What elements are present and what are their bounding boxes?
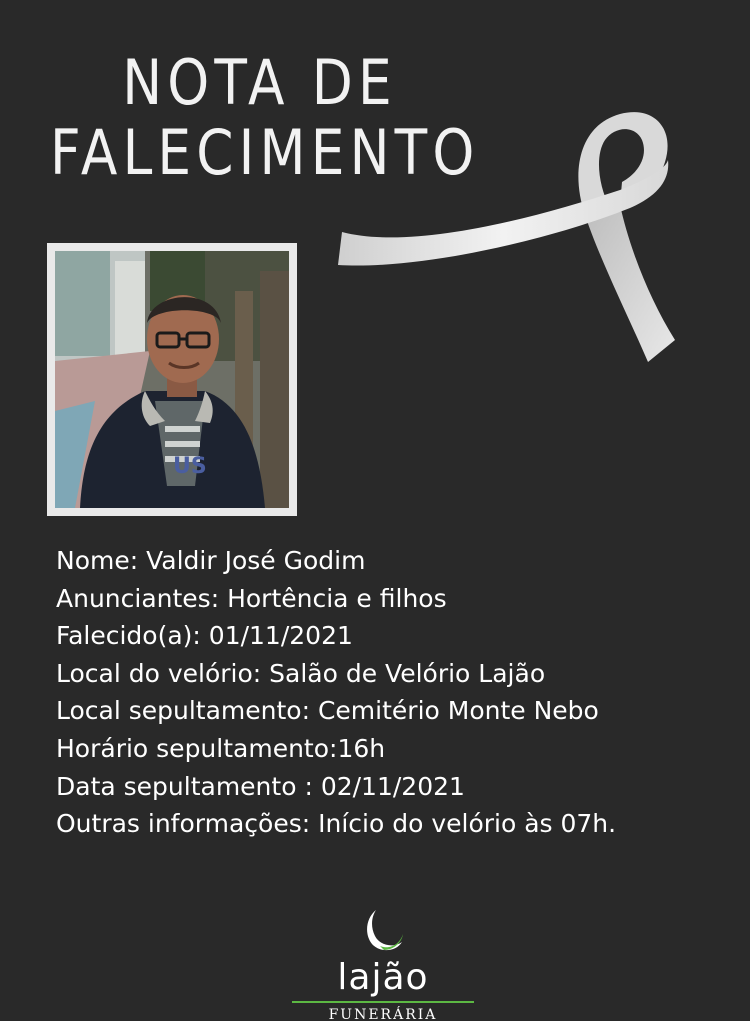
detail-announcers: Anunciantes: Hortência e filhos — [56, 583, 447, 613]
title-line-1: NOTA DE — [122, 46, 397, 119]
detail-burial-time: Horário sepultamento:16h — [56, 733, 386, 763]
mourning-ribbon-icon — [330, 100, 690, 390]
title-line-2: FALECIMENTO — [50, 116, 480, 189]
detail-burial-location: Local sepultamento: Cemitério Monte Nebo — [56, 696, 599, 726]
detail-death-date: Falecido(a): 01/11/2021 — [56, 621, 353, 651]
detail-wake-location: Local do velório: Salão de Velório Lajão — [56, 658, 546, 688]
logo-name: lajão — [337, 957, 429, 998]
deceased-portrait-photo — [55, 251, 289, 508]
crescent-swirl-logo-icon — [360, 906, 406, 956]
detail-name: Nome: Valdir José Godim — [56, 546, 366, 575]
logo-subtitle: FUNERÁRIA — [328, 1007, 438, 1021]
funeral-home-logo — [292, 906, 474, 1021]
svg-text:US: US — [173, 454, 207, 479]
logo-divider — [292, 1001, 474, 1003]
detail-other-info: Outras informações: Início do velório às 07h. — [56, 809, 617, 839]
detail-burial-date: Data sepultamento : 02/11/2021 — [56, 771, 465, 801]
obituary-details — [56, 542, 616, 843]
photo-frame — [47, 243, 297, 516]
